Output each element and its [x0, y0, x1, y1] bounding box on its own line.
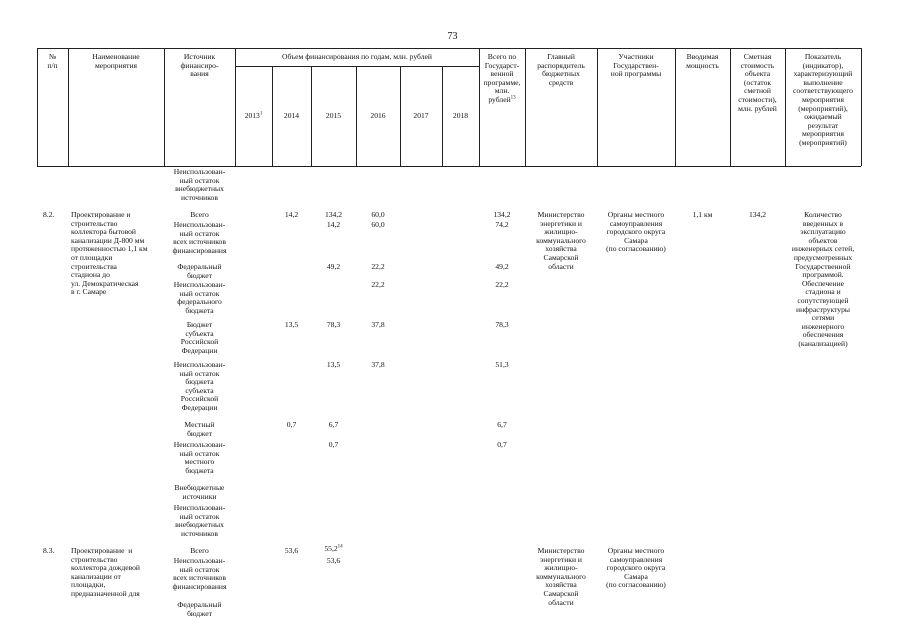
value-2015: 53,6 [326, 556, 341, 565]
header-indicator: Показатель (индикатор), характеризующий выполнение соответствующего мероприятия (мероприятий), ожидаемый результат мероприятия (мероприятий) [793, 52, 853, 147]
item-participants: Органы местного самоуправления городского округа Самара (по согласованию) [606, 546, 666, 590]
header-capacity: Вводимая мощность [686, 52, 719, 70]
col-rule [861, 48, 862, 166]
header-top-rule [37, 48, 861, 49]
value-2015: 55,2$^{14}$ [324, 544, 343, 553]
header-admin: Главный распорядитель бюджетных средств [537, 52, 585, 87]
header-total: Всего по Государст- венной программе, млн. рублей$^{13}$ [483, 52, 521, 104]
header-source: Источник финансиро- вания [180, 52, 219, 79]
value-total: 134,2 [493, 210, 511, 219]
row-source: Всего [190, 546, 209, 555]
item-name: Проектирование и строительство коллектора дождевой канализации от площадки, предназначенной для [71, 546, 140, 598]
value-2016: 37,8 [371, 360, 385, 369]
page-number: 73 [447, 31, 458, 42]
value-2016: 60,0 [371, 210, 385, 219]
item-admin: Министерство энергетики и жилищно- коммунального хозяйства Самарской области [536, 546, 586, 607]
item-number: 8.2. [43, 210, 55, 219]
header-cost: Сметная стоимость объекта (остаток сметной стоимости), млн. рублей [738, 52, 777, 113]
value-2016: 22,2 [371, 280, 385, 289]
value-2015: 14,2 [326, 220, 341, 229]
row-source: Неиспользован- ный остаток всех источников финансирования [172, 556, 227, 591]
value-total: 78,3 [495, 320, 509, 329]
value-total: 0,7 [497, 440, 507, 449]
value-2014: 13,5 [284, 320, 299, 329]
header-participants: Участники Государствен- ной программы [610, 52, 662, 79]
item-capacity: 1,1 км [692, 210, 713, 219]
row-source: Внебюджетные источники [174, 483, 225, 501]
value-total: 51,3 [495, 360, 509, 369]
value-total: 6,7 [497, 420, 507, 429]
header-bottom-rule [37, 166, 861, 167]
header-year-2014: 2014 [283, 111, 300, 120]
value-2015: 49,2 [326, 262, 341, 271]
value-total: 49,2 [495, 262, 509, 271]
header-year-2013: 2013$^1$ [244, 111, 263, 120]
value-2014: 53,6 [284, 546, 299, 555]
value-2014: 14,2 [284, 210, 299, 219]
row-source: Местный бюджет [184, 420, 215, 438]
row-source: Федеральный бюджет [177, 600, 222, 618]
value-2014: 0,7 [286, 420, 297, 429]
item-number: 8.3. [43, 546, 55, 555]
row-source: Неиспользован- ный остаток бюджета субъекта Российской Федерации [173, 360, 226, 412]
item-admin: Министерство энергетики и жилищно- коммунального хозяйства Самарской области [536, 210, 586, 271]
item-participants: Органы местного самоуправления городского округа Самара (по согласованию) [606, 210, 666, 254]
row-source: Неиспользован- ный остаток внебюджетных источников [173, 503, 226, 538]
row-source: Неиспользован- ный остаток местного бюджета [173, 440, 226, 475]
row-source: Всего [190, 210, 209, 219]
value-total: 22,2 [495, 280, 509, 289]
value-2015: 78,3 [326, 320, 341, 329]
row-source: Бюджет субъекта Российской Федерации [180, 320, 219, 355]
item-cost: 134,2 [748, 210, 767, 219]
carryover-source: Неиспользован- ный остаток внебюджетных источников [173, 167, 226, 202]
value-2015: 0,7 [328, 440, 339, 449]
value-2016: 37,8 [371, 320, 385, 329]
value-2015: 13,5 [326, 360, 341, 369]
row-source: Неиспользован- ный остаток всех источников финансирования [172, 220, 227, 255]
header-num: № п/п [47, 52, 58, 70]
value-2015: 134,2 [324, 210, 343, 219]
value-total: 74,2 [495, 220, 509, 229]
row-source: Федеральный бюджет [177, 262, 222, 280]
row-source: Неиспользован- ный остаток федерального бюджета [173, 280, 226, 315]
header-year-2015: 2015 [325, 111, 342, 120]
value-2016: 60,0 [371, 220, 385, 229]
item-name: Проектирование и строительство коллектора бытовой канализации Д-800 мм протяженностью 1,1 км от площадки строительства стадиона до ул. Демократическая в г. Самаре [71, 210, 148, 297]
header-volume: Объем финансирования по годам, млн. рублей [282, 52, 432, 61]
header-year-2017: 2017 [413, 111, 429, 120]
header-year-2018: 2018 [452, 111, 469, 120]
header-year-2016: 2016 [370, 111, 386, 120]
col-rule [235, 48, 236, 166]
item-indicator: Количество введенных в эксплуатацию объектов инженерных сетей, предусмотренных Государственной программой. Обеспечение стадиона и сопутствующей инфраструктуры сетями инженерного обеспечения (канализацией) [791, 210, 855, 348]
value-2016: 22,2 [371, 262, 385, 271]
value-2015: 6,7 [328, 420, 339, 429]
header-name: Наименование мероприятия [92, 52, 140, 70]
